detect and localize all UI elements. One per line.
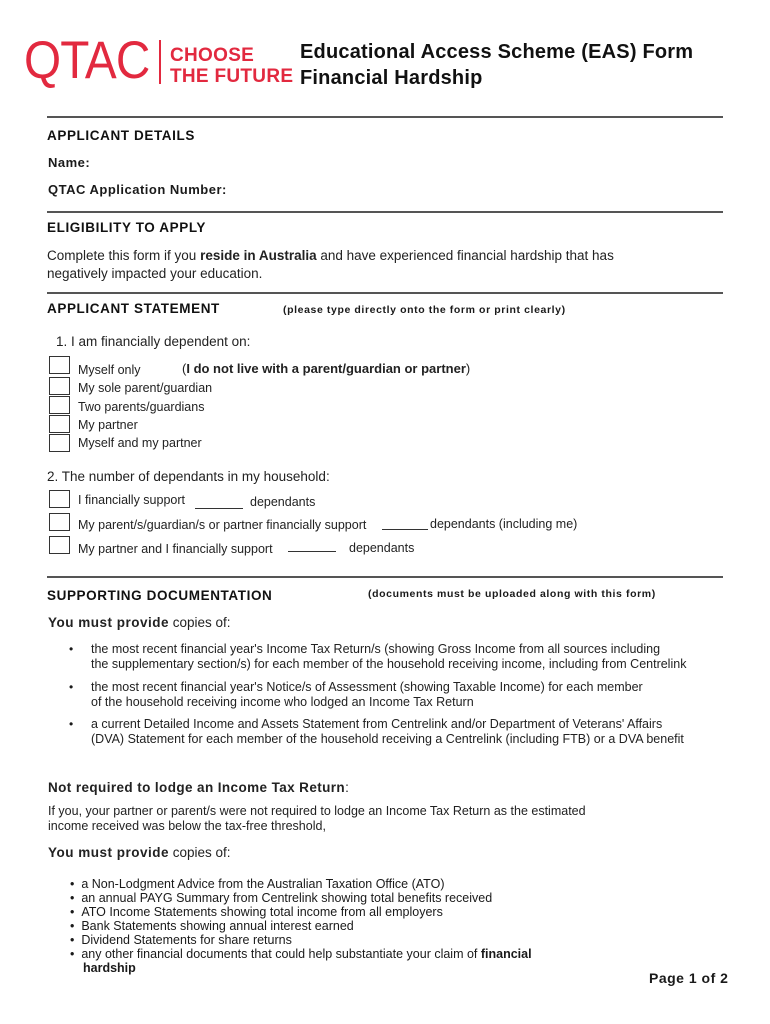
checkbox-two-parents[interactable]: [49, 396, 70, 414]
list-item: • an annual PAYG Summary from Centrelink showing total benefits received: [70, 891, 493, 905]
divider: [47, 576, 723, 578]
supporting-bullet-3: a current Detailed Income and Assets Statement from Centrelink and/or Department of Veterans' Affairs (DVA) Statement for each member of the household receiving a Centrelink (including FTB) or a DVA benefit: [91, 717, 684, 746]
list-item: • any other financial documents that could help substantiate your claim of financial: [70, 947, 532, 961]
dependants-option-3: My partner and I financially support: [78, 542, 273, 556]
dependants-suffix-1: dependants: [250, 495, 316, 509]
form-title: Educational Access Scheme (EAS) Form: [300, 41, 694, 63]
eligibility-text: Complete this form if you reside in Australia and have experienced financial hardship that has negatively impacted your education.: [47, 248, 614, 281]
divider: [47, 116, 723, 118]
question-2: 2. The number of dependants in my household:: [47, 469, 330, 484]
list-item: • ATO Income Statements showing total income from all employers: [70, 905, 443, 919]
applicant-statement-heading: APPLICANT STATEMENT: [47, 301, 220, 316]
option-sole-parent: My sole parent/guardian: [78, 381, 213, 395]
form-subtitle: Financial Hardship: [300, 67, 483, 89]
checkbox-partner[interactable]: [49, 415, 70, 433]
dependants-option-2: My parent/s/guardian/s or partner financially support: [78, 518, 367, 532]
supporting-docs-heading: SUPPORTING DOCUMENTATION: [47, 588, 273, 603]
checkbox-i-support[interactable]: [49, 490, 70, 508]
option-note: (I do not live with a parent/guardian or partner): [182, 361, 471, 376]
bullet-dot: •: [69, 680, 74, 694]
dependants-option-1: I financially support: [78, 493, 186, 507]
dependants-blank-3[interactable]: [288, 551, 336, 552]
checkbox-partner-and-i-support[interactable]: [49, 536, 70, 554]
dependants-blank-1[interactable]: [195, 508, 243, 509]
page-number: Page 1 of 2: [649, 970, 729, 986]
option-two-parents: Two parents/guardians: [78, 400, 205, 414]
divider: [47, 211, 723, 213]
logo-tagline-2: THE FUTURE: [170, 66, 294, 87]
statement-note: (please type directly onto the form or print clearly): [283, 304, 566, 316]
supporting-docs-note: (documents must be uploaded along with this form): [368, 588, 656, 600]
checkbox-parent-supports[interactable]: [49, 513, 70, 531]
question-1: 1. I am financially dependent on:: [56, 334, 251, 349]
not-required-bullets: [70, 877, 532, 975]
divider: [47, 292, 723, 294]
list-item: hardship: [83, 961, 136, 975]
supporting-bullet-1: the most recent financial year's Income Tax Return/s (showing Gross Income from all sources including the supplementary section/s) for each member of the household receiving income, including from Centrelink: [91, 642, 687, 671]
applicant-details-heading: APPLICANT DETAILS: [47, 128, 195, 143]
supporting-provide-text: You must provide copies of:: [48, 615, 231, 630]
not-required-text: If you, your partner or parent/s were not required to lodge an Income Tax Return as the estimated income received was below the tax-free threshold,: [48, 804, 586, 833]
option-partner: My partner: [78, 418, 138, 432]
dependants-suffix-3: dependants: [349, 541, 415, 555]
option-myself-only: Myself only: [78, 363, 141, 377]
name-label: Name:: [48, 155, 91, 170]
dependants-blank-2[interactable]: [382, 529, 428, 530]
checkbox-sole-parent[interactable]: [49, 377, 70, 395]
list-item: • Dividend Statements for share returns: [70, 933, 292, 947]
supporting-bullet-2: the most recent financial year's Notice/s of Assessment (showing Taxable Income) for each member of the household receiving income who lodged an Income Tax Return: [91, 680, 643, 709]
application-number-label: QTAC Application Number:: [48, 182, 227, 197]
dependants-suffix-2: dependants (including me): [430, 517, 578, 531]
logo-tagline-1: CHOOSE: [170, 45, 255, 66]
option-myself-and-partner: Myself and my partner: [78, 436, 202, 450]
bullet-dot: •: [69, 642, 74, 656]
checkbox-myself-only[interactable]: [49, 356, 70, 374]
eligibility-heading: ELIGIBILITY TO APPLY: [47, 220, 207, 235]
list-item: • Bank Statements showing annual interest earned: [70, 919, 354, 933]
bullet-dot: •: [69, 717, 74, 731]
list-item: • a Non-Lodgment Advice from the Australian Taxation Office (ATO): [70, 877, 445, 891]
checkbox-myself-and-partner[interactable]: [49, 434, 70, 452]
logo-divider: [159, 40, 161, 84]
not-required-heading: Not required to lodge an Income Tax Return:: [48, 780, 349, 795]
qtac-logo: QTAC: [24, 31, 150, 90]
not-required-provide-text: You must provide copies of:: [48, 845, 231, 860]
